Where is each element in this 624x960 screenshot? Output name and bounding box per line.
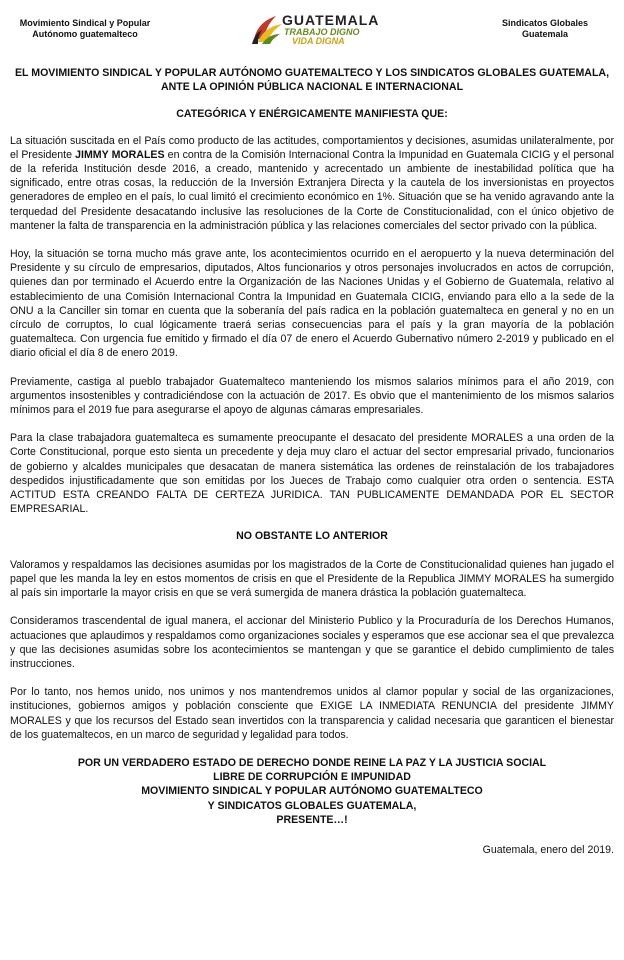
president-name: JIMMY MORALES [75, 148, 165, 161]
paragraph-4: Para la clase trabajadora guatemalteca es sumamente preocupante el desacato del presidente MORALES a una orden de la Corte Constitucional, porque esto sienta un precedente y deja muy claro el actuar del sector empresarial privado, funcionarios de gobierno y alcaldes municipales que desacatan de manera sistemática las ordenes de reinstalación de los trabajadores despedidos injustificadamente que son emitidas por los Jueces de Trabajo como cualquier otra orden o sentencia. ESTA ACTITUD ESTA CREANDO FALTA DE CERTEZA JURIDICA. TAN PUBLICAMENTE DEMANDADA POR EL SECTOR EMPRESARIAL. [10, 432, 614, 516]
closing-line-4: Y SINDICATOS GLOBALES GUATEMALA, [207, 799, 417, 812]
logo-line1: TRABAJO DIGNO [284, 27, 360, 37]
paragraph-1 [10, 134, 614, 233]
document-body [10, 66, 614, 857]
closing-line-3: MOVIMIENTO SINDICAL Y POPULAR AUTÓNOMO GUATEMALTECO [141, 785, 483, 798]
document-date: Guatemala, enero del 2019. [482, 843, 614, 856]
closing-line-1: POR UN VERDADERO ESTADO DE DERECHO DONDE REINE LA PAZ Y LA JUSTICIA SOCIAL [77, 756, 547, 769]
header-left-org: Movimiento Sindical y Popular Autónomo guatemalteco [19, 18, 151, 39]
document-subtitle: CATEGÓRICA Y ENÉRGICAMENTE MANIFIESTA QUE: [176, 108, 448, 121]
paragraph-7: Por lo tanto, nos hemos unido, nos unimos y nos mantendremos unidos al clamor popular y social de las organizaciones, instituciones, gobiernos amigos y población consciente que EXIGE LA INMEDIATA RENUNCIA del presidente JIMMY MORALES y que los recursos del Estado sean invertidos con la transparencia y calidad necesaria que garanticen el bienestar de los guatemaltecos, en un marco de seguridad y legalidad para todos. [10, 686, 614, 741]
closing-line-2: LIBRE DE CORRUPCIÓN E IMPUNIDAD [213, 771, 411, 784]
paragraph-1-a: La situación suscitada en el País como producto de las actitudes, comportamientos y decisiones, asumidas unilateralmente, por el Presidente [10, 134, 614, 161]
paragraph-3: Previamente, castiga al pueblo trabajador Guatemalteco manteniendo los mismos salarios mínimos para el año 2019, con argumentos insostenibles y contradiciéndose con la actuación de 2017. Es obvio que el mantenimiento de los mismos salarios mínimos para el 2019 fue para asegurarse el apoyo de algunas cámaras empresariales. [10, 375, 614, 417]
paragraph-2: Hoy, la situación se torna mucho más grave ante, los acontecimientos ocurrido en el aeropuerto y la nueva determinación del Presidente y su círculo de empresarios, diputados, Altos funcionarios y otros personajes involucrados en actos de corrupción, quienes dan por terminado el Acuerdo entre la Organización de las Naciones Unidas y el Gobierno de Guatemala, relativo al establecimiento de una Comisión Internacional Contra la Impunidad en Guatemala CICIG, enviando para ello a la sede de la ONU a la Canciller sin tomar en cuenta que la soberanía del país radica en la población guatemalteca en general y no en un círculo de corruptos, lo cual lógicamente traerá serias consecuencias para el país y la gran mayoría de la población guatemalteca. Con urgencia fue emitido y firmado el día 07 de enero el Acuerdo Gubernativo número 2-2019 y publicado en el diario oficial el día 8 de enero 2019. [10, 248, 614, 360]
guatemala-logo [250, 10, 380, 50]
section-heading: NO OBSTANTE LO ANTERIOR [236, 530, 388, 543]
closing-block [10, 756, 614, 827]
document-title: EL MOVIMIENTO SINDICAL Y POPULAR AUTÓNOMO GUATEMALTECO Y LOS SINDICATOS GLOBALES GUATEMALA, ANTE LA OPINIÓN PÚBLICA NACIONAL E INTERNACIONAL [14, 67, 610, 94]
logo-title: GUATEMALA [282, 12, 380, 28]
paragraph-5: Valoramos y respaldamos las decisiones asumidas por los magistrados de la Corte de Constitucionalidad quienes han jugado el papel que les manda la ley en estos momentos de crisis en que el Presidente de la Republica JIMMY MORALES ha sumergido al país sin importarle la mayor crisis en que se verá sumergida de manera drástica la población guatemalteca. [10, 558, 614, 600]
header-right-org: Sindicatos Globales Guatemala [501, 18, 589, 39]
flame-logo-icon [250, 10, 284, 46]
closing-line-5: PRESENTE…! [276, 813, 348, 826]
logo-line2: VIDA DIGNA [292, 36, 345, 46]
paragraph-6: Consideramos trascendental de igual manera, el accionar del Ministerio Publico y la Procuraduría de los Derechos Humanos, actuaciones que aplaudimos y respaldamos como organizaciones sociales y esperamos que ese accionar sea el que prevalezca y que las decisiones asumidas sobre los acontecimientos se mantengan y que se garantice el debido cumplimiento de tales instrucciones. [10, 615, 614, 670]
paragraph-1-b: en contra de la Comisión Internacional Contra la Impunidad en Guatemala CICIG y el personal de la referida Institución desde 2016, a creado, mantenido y acrecentado un ambiente de inestabilidad política que ha significado, entre otras cosas, la reducción de la Inversión Extranjera Directa y la cautela de los inversionistas en proyectos generadores de empleo en el país, lo cual limitó el crecimiento económico en 1%. Situación que se ha venido agravando ante la terquedad del Presidente desacatando inclusive las resoluciones de la Corte de Constitucionalidad, con el único objetivo de mantener la falta de transparencia en la administración pública y las relaciones comerciales del sector privado con la pública. [10, 148, 614, 232]
